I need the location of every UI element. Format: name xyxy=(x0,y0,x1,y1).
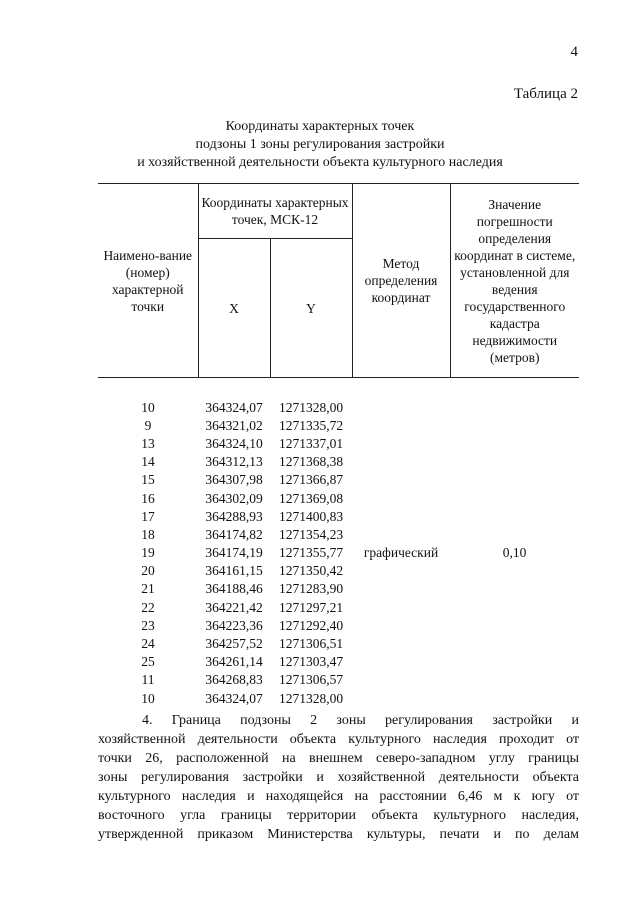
y-coordinate-cell: 1271400,83 xyxy=(278,508,344,524)
paragraph-line: 4. Граница подзоны 2 зоны регулирования застройки и xyxy=(142,713,579,728)
y-coordinate-cell: 1271369,08 xyxy=(278,490,344,506)
caption-line-1: Координаты характерных точек xyxy=(225,119,415,134)
x-coordinate-cell: 364161,15 xyxy=(205,563,263,579)
table-row xyxy=(98,398,579,416)
y-coordinate-cell: 1271368,38 xyxy=(278,454,344,470)
point-number-cell: 13 xyxy=(141,435,155,451)
error-value-cell: 0,10 xyxy=(502,545,527,561)
y-coordinate-cell: 1271337,01 xyxy=(278,435,344,451)
point-number-cell: 17 xyxy=(141,508,155,524)
x-coordinate-cell: 364307,98 xyxy=(205,472,263,488)
point-number-cell: 25 xyxy=(141,654,155,670)
table-caption xyxy=(0,118,640,172)
point-number-cell: 24 xyxy=(141,636,155,652)
header-coordinates-group: Координаты характерных точек, МСК-12 xyxy=(198,184,352,239)
header-error: Значение погрешности определения координат в системе, установленной для ведения государственного кадастра недвижимости (метров) xyxy=(450,184,579,378)
table-body xyxy=(98,378,579,708)
paragraph-line: точки 26, расположенной на внешнем северо-западном углу границы xyxy=(98,751,579,766)
x-coordinate-cell: 364174,82 xyxy=(205,526,263,542)
paragraph-line: культурного наследия и находящейся на расстоянии 6,46 м к югу от xyxy=(98,789,579,804)
y-coordinate-cell: 1271306,57 xyxy=(278,672,344,688)
point-number-cell: 9 xyxy=(144,417,152,433)
x-coordinate-cell: 364221,42 xyxy=(205,599,263,615)
point-number-cell: 23 xyxy=(141,617,155,633)
x-coordinate-cell: 364261,14 xyxy=(205,654,263,670)
y-coordinate-cell: 1271335,72 xyxy=(278,417,344,433)
point-number-cell: 11 xyxy=(141,672,155,688)
page-number: 4 xyxy=(570,44,578,60)
point-number-cell: 18 xyxy=(141,526,155,542)
x-coordinate-cell: 364223,36 xyxy=(205,617,263,633)
header-x: X xyxy=(198,239,270,378)
point-number-cell: 14 xyxy=(141,454,155,470)
x-coordinate-cell: 364257,52 xyxy=(205,636,263,652)
x-coordinate-cell: 364188,46 xyxy=(205,581,263,597)
point-number-cell: 15 xyxy=(141,472,155,488)
x-coordinate-cell: 364288,93 xyxy=(205,508,263,524)
x-coordinate-cell: 364324,07 xyxy=(205,690,263,706)
coordinates-table xyxy=(98,183,579,707)
x-coordinate-cell: 364268,83 xyxy=(205,672,263,688)
x-coordinate-cell: 364302,09 xyxy=(205,490,263,506)
x-coordinate-cell: 364324,07 xyxy=(205,399,263,415)
paragraph-line: восточного угла границы территории объекта культурного наследия, xyxy=(98,808,579,823)
x-coordinate-cell: 364321,02 xyxy=(205,417,263,433)
method-value-cell: графический xyxy=(363,545,439,561)
y-coordinate-cell: 1271354,23 xyxy=(278,526,344,542)
point-number-cell: 21 xyxy=(141,581,155,597)
x-coordinate-cell: 364312,13 xyxy=(205,454,263,470)
point-number-cell: 10 xyxy=(141,399,155,415)
y-coordinate-cell: 1271350,42 xyxy=(278,563,344,579)
x-coordinate-cell: 364324,10 xyxy=(205,435,263,451)
point-number-cell: 16 xyxy=(141,490,155,506)
y-coordinate-cell: 1271292,40 xyxy=(278,617,344,633)
x-coordinate-cell: 364174,19 xyxy=(205,545,263,561)
header-method: Метод определения координат xyxy=(352,184,450,378)
caption-line-2: подзоны 1 зоны регулирования застройки xyxy=(195,137,445,152)
table-label: Таблица 2 xyxy=(513,86,578,102)
y-coordinate-cell: 1271355,77 xyxy=(278,545,344,561)
point-number-cell: 19 xyxy=(141,545,155,561)
y-coordinate-cell: 1271283,90 xyxy=(278,581,344,597)
header-point-name: Наимено-вание (номер) характерной точки xyxy=(98,184,198,378)
point-number-cell: 22 xyxy=(141,599,155,615)
point-number-cell: 20 xyxy=(141,563,155,579)
y-coordinate-cell: 1271328,00 xyxy=(278,690,344,706)
body-paragraph xyxy=(98,711,579,844)
paragraph-line: хозяйственной деятельности объекта культурного наследия проходит от xyxy=(98,732,579,747)
y-coordinate-cell: 1271297,21 xyxy=(278,599,344,615)
y-coordinate-cell: 1271366,87 xyxy=(278,472,344,488)
point-number-cell: 10 xyxy=(141,690,155,706)
y-coordinate-cell: 1271303,47 xyxy=(278,654,344,670)
y-coordinate-cell: 1271328,00 xyxy=(278,399,344,415)
paragraph-line: утвержденной приказом Министерства культуры, печати и по делам xyxy=(98,827,579,842)
header-y: Y xyxy=(270,239,352,378)
caption-line-3: и хозяйственной деятельности объекта культурного наследия xyxy=(137,155,503,170)
y-coordinate-cell: 1271306,51 xyxy=(278,636,344,652)
paragraph-line: зоны регулирования застройки и хозяйственной деятельности объекта xyxy=(98,770,579,785)
